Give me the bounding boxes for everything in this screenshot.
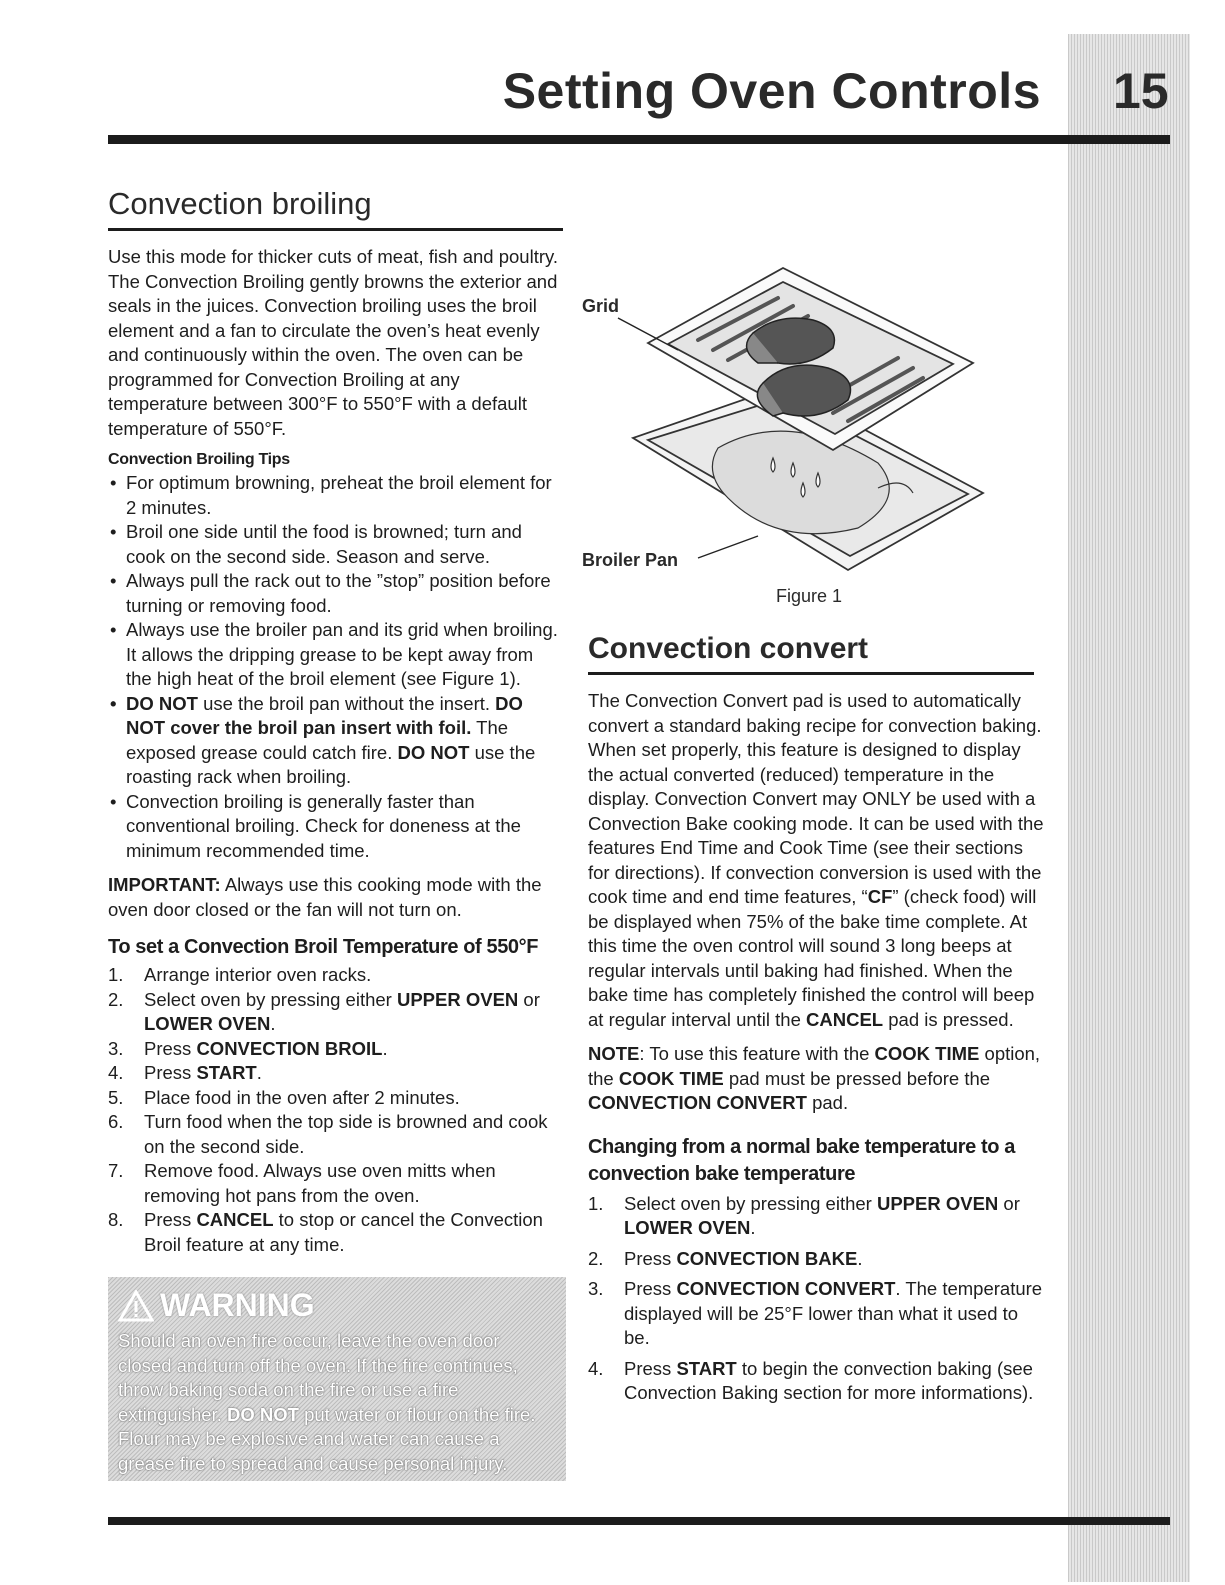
note-paragraph: NOTE: To use this feature with the COOK TIME option, the COOK TIME pad must be pressed before the CONVECTION CONVERT pad. <box>588 1043 1041 1113</box>
list-item: 8. Press CANCEL to stop or cancel the Convection Broil feature at any time. <box>108 1209 543 1255</box>
tips-heading: Convection Broiling Tips <box>108 451 290 468</box>
warning-heading: WARNING <box>118 1287 315 1324</box>
footer-rule <box>108 1517 1170 1525</box>
convert-steps-list <box>588 1192 1048 1406</box>
list-item: • DO NOT use the broil pan without the insert. DO NOT cover the broil pan insert with foil. The exposed grease could catch fire. DO NOT use the roasting rack when broiling. <box>110 692 536 787</box>
list-item: 3. Press CONVECTION BROIL. <box>108 1037 388 1059</box>
list-item: 6. Turn food when the top side is browned and cook on the second side. <box>108 1111 548 1157</box>
tips-list <box>108 471 563 863</box>
section-rule <box>108 228 563 231</box>
list-item: 7. Remove food. Always use oven mitts when removing hot pans from the oven. <box>108 1160 496 1206</box>
important-paragraph: IMPORTANT: Always use this cooking mode with the oven door closed or the fan will not turn on. <box>108 874 542 920</box>
figure-caption: Figure 1 <box>776 586 843 606</box>
list-item: • For optimum browning, preheat the broil element for 2 minutes. <box>110 472 552 518</box>
list-item: 4. Press START. <box>108 1062 262 1083</box>
list-item: • Always pull the rack out to the ”stop” position before turning or removing food. <box>110 570 551 616</box>
steps-heading: To set a Convection Broil Temperature of 550°F <box>108 936 539 958</box>
convert-paragraph: The Convection Convert pad is used to automatically convert a standard baking recipe for convection baking. When set properly, this feature is designed to display the actual converted (reduced) temperature in the display. Convection Convert may ONLY be used with a Convection Bake cooking mode. It can be used with the features End Time and Cook Time (see their sections for directions). If convection conversion is used with the cook time and end time features, “CF” (check food) will be displayed when 75% of the bake time complete. At this time the oven control will sound 3 long beeps at regular intervals until baking had finished. When the bake time has completely finished the control will beep at regular interval until the CANCEL pad is pressed. <box>588 690 1044 1030</box>
list-item: 3. Press CONVECTION CONVERT. The temperature displayed will be 25°F lower than what it used to be. <box>588 1278 1043 1348</box>
list-item: 2. Select oven by pressing either UPPER OVEN or LOWER OVEN. <box>108 988 540 1034</box>
list-item: • Broil one side until the food is browned; turn and cook on the second side. Season and serve. <box>110 521 522 567</box>
section-heading-convection-broiling: Convection broiling <box>108 186 372 221</box>
warning-text: Should an oven fire occur, leave the oven door closed and turn off the oven. If the fire continues, throw baking soda on the fire or use a fire extinguisher. DO NOT put water or flour on the fire. Flour may be explosive and water can cause a grease fire to spread and cause personal injury. <box>118 1330 536 1474</box>
figure-broiler-pan <box>578 258 1018 613</box>
page-number: 15 <box>1113 63 1169 119</box>
intro-paragraph: Use this mode for thicker cuts of meat, fish and poultry. The Convection Broiling gently browns the exterior and seals in the juices. Convection broiling uses the broil element and a fan to circulate the oven’s heat evenly and continuously within the oven. The oven can be programmed for Convection Broiling at any temperature between 300°F to 550°F with a default temperature of 550°F. <box>108 246 559 439</box>
figure-label-broiler-pan: Broiler Pan <box>582 550 679 570</box>
side-tab-strip <box>1068 34 1190 1582</box>
sub-heading: Changing from a normal bake temperature to a convection bake temperature <box>588 1135 1015 1185</box>
list-item: • Convection broiling is generally faster than conventional broiling. Check for doneness at the minimum recommended time. <box>110 790 521 861</box>
header-rule <box>108 135 1170 144</box>
right-column <box>588 632 1048 1406</box>
list-item: 5. Place food in the oven after 2 minutes. <box>108 1086 460 1108</box>
left-column <box>108 186 563 1257</box>
section-heading-convection-convert: Convection convert <box>588 632 869 665</box>
warning-triangle-icon <box>118 1290 154 1322</box>
list-item: 4. Press START to begin the convection baking (see Convection Baking section for more informations). <box>588 1357 1034 1403</box>
steps-list <box>108 963 563 1257</box>
figure-label-grid: Grid <box>582 296 620 316</box>
list-item: 2. Press CONVECTION BAKE. <box>588 1247 863 1269</box>
page-title: Setting Oven Controls <box>502 63 1041 119</box>
list-item: 1. Select oven by pressing either UPPER OVEN or LOWER OVEN. <box>588 1192 1020 1238</box>
list-item: 1. Arrange interior oven racks. <box>108 964 372 985</box>
section-rule <box>588 672 1034 675</box>
warning-box <box>108 1277 566 1481</box>
list-item: • Always use the broiler pan and its grid when broiling. It allows the dripping grease to be kept away from the high heat of the broil element (see Figure 1). <box>110 619 558 689</box>
broiler-pan-illustration <box>578 258 1018 588</box>
